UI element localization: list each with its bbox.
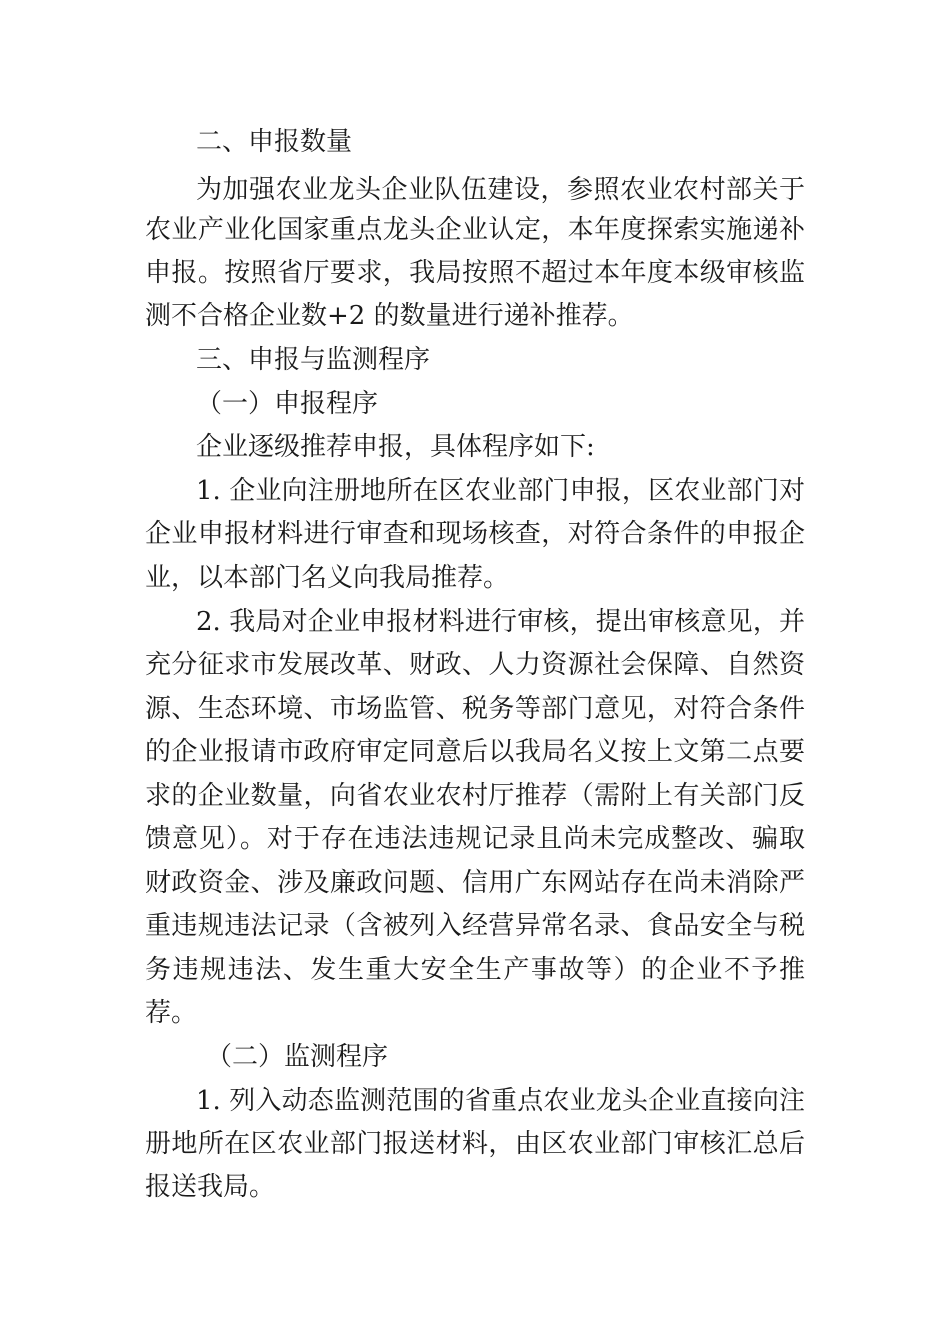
paragraph-line: 业，以本部门名义向我局推荐。 (145, 563, 510, 593)
paragraph-line: 重违规违法记录（含被列入经营异常名录、食品安全与税 (145, 911, 805, 941)
paragraph-line: 荐。 (145, 998, 198, 1028)
paragraph-line: 报送我局。 (145, 1172, 276, 1202)
section-heading-procedure: 三、申报与监测程序 (196, 345, 431, 375)
paragraph-line: 测不合格企业数+2 的数量进行递补推荐。 (145, 301, 634, 331)
paragraph-line: 册地所在区农业部门报送材料，由区农业部门审核汇总后 (145, 1129, 805, 1159)
paragraph-line: 充分征求市发展改革、财政、人力资源社会保障、自然资 (145, 650, 805, 680)
paragraph-line: 农业产业化国家重点龙头企业认定，本年度探索实施递补 (145, 215, 805, 245)
paragraph-line: 企业逐级推荐申报，具体程序如下: (196, 432, 595, 462)
subheading-monitoring-procedure: （二）监测程序 (206, 1042, 389, 1072)
paragraph-line: 1. 列入动态监测范围的省重点农业龙头企业直接向注 (196, 1086, 805, 1116)
subheading-application-procedure: （一）申报程序 (196, 389, 379, 419)
paragraph-line: 的企业报请市政府审定同意后以我局名义按上文第二点要 (145, 737, 805, 767)
paragraph-line: 为加强农业龙头企业队伍建设，参照农业农村部关于 (196, 175, 805, 205)
paragraph-line: 馈意见）。对于存在违法违规记录且尚未完成整改、骗取 (145, 824, 805, 854)
section-heading-quantity: 二、申报数量 (196, 127, 353, 157)
paragraph-line: 源、生态环境、市场监管、税务等部门意见，对符合条件 (145, 694, 805, 724)
paragraph-line: 2. 我局对企业申报材料进行审核，提出审核意见，并 (196, 607, 805, 637)
paragraph-line: 1. 企业向注册地所在区农业部门申报，区农业部门对 (196, 476, 805, 506)
paragraph-line: 求的企业数量，向省农业农村厅推荐（需附上有关部门反 (145, 781, 805, 811)
paragraph-line: 务违规违法、发生重大安全生产事故等）的企业不予推 (145, 955, 805, 985)
paragraph-line: 申报。按照省厅要求，我局按照不超过本年度本级审核监 (145, 258, 805, 288)
paragraph-line: 企业申报材料进行审查和现场核查，对符合条件的申报企 (145, 519, 805, 549)
paragraph-line: 财政资金、涉及廉政问题、信用广东网站存在尚未消除严 (145, 868, 805, 898)
